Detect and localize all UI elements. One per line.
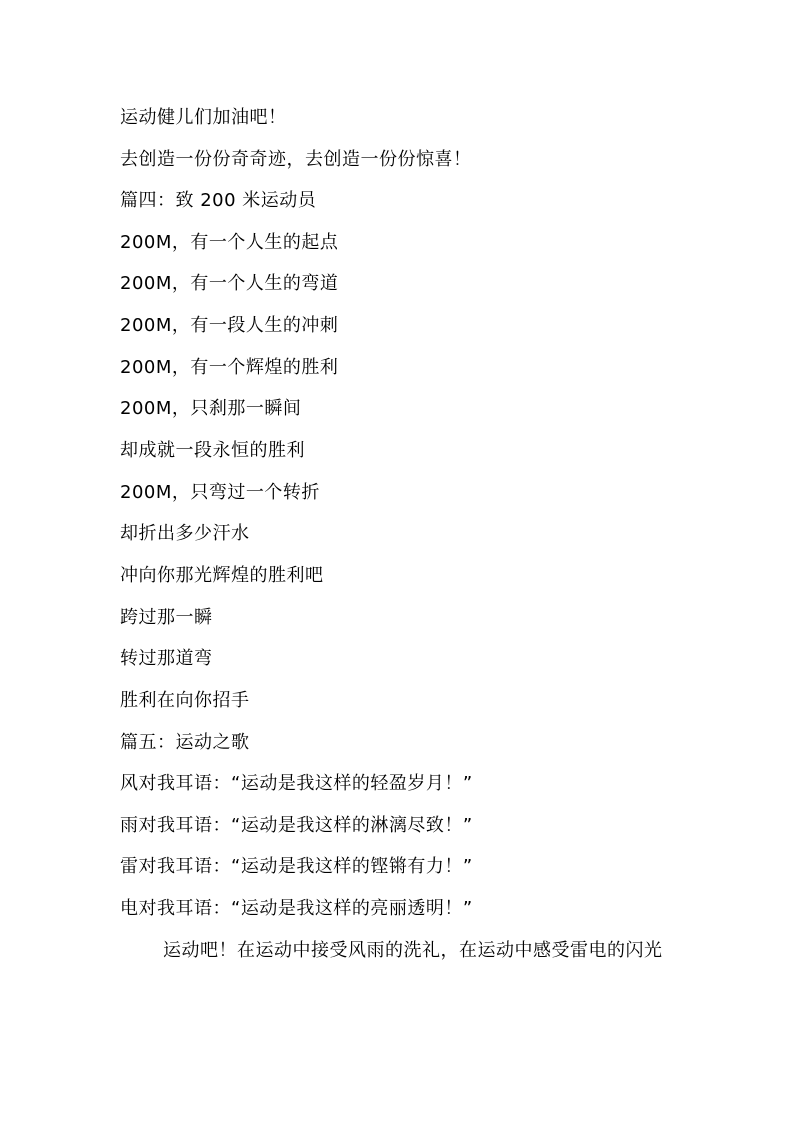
text-line: 跨过那一瞬 [120, 607, 213, 628]
text-line: 却折出多少汗水 [120, 523, 250, 544]
text-line: 去创造一份份奇奇迹，去创造一份份惊喜！ [120, 149, 472, 170]
text-line: 200M，只弯过一个转折 [120, 482, 320, 503]
section-heading: 篇五：运动之歌 [120, 732, 250, 753]
text-line: 雨对我耳语：“运动是我这样的淋漓尽致！” [120, 815, 473, 836]
text-line: 转过那道弯 [120, 648, 213, 669]
section-heading: 篇四：致 200 米运动员 [120, 190, 317, 211]
text-line: 却成就一段永恒的胜利 [120, 440, 305, 461]
text-line: 200M，只刹那一瞬间 [120, 398, 302, 419]
text-line: 200M，有一个辉煌的胜利 [120, 357, 339, 378]
text-line: 200M，有一个人生的起点 [120, 232, 339, 253]
closing-paragraph: 运动吧！在运动中接受风雨的洗礼，在运动中感受雷电的闪光 [163, 940, 663, 961]
text-line: 雷对我耳语：“运动是我这样的铿锵有力！” [120, 856, 473, 877]
text-line: 200M，有一段人生的冲刺 [120, 315, 339, 336]
text-line: 胜利在向你招手 [120, 690, 250, 711]
text-line: 200M，有一个人生的弯道 [120, 273, 339, 294]
text-line: 冲向你那光辉煌的胜利吧 [120, 565, 324, 586]
text-line: 电对我耳语：“运动是我这样的亮丽透明！” [120, 898, 473, 919]
text-line: 运动健儿们加油吧！ [120, 107, 287, 128]
text-line: 风对我耳语：“运动是我这样的轻盈岁月！” [120, 773, 473, 794]
